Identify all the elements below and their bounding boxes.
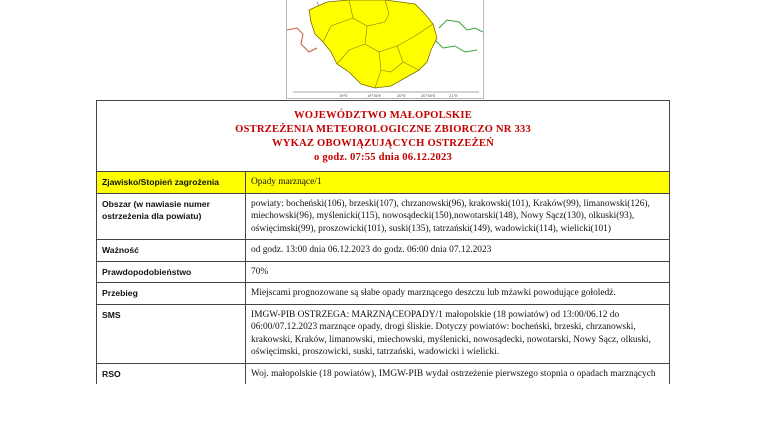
table-row	[97, 172, 669, 193]
table-row	[97, 261, 669, 283]
map-tick: 19°30'E	[367, 94, 382, 98]
row-value: Miejscami prognozowane są słabe opady marznącego deszczu lub mżawki powodujące gołoledź.	[246, 283, 670, 305]
map-tick: 19°E	[339, 94, 348, 98]
table-row	[97, 304, 669, 363]
map-tick: 20°E	[397, 94, 406, 98]
row-label: Prawdopodobieństwo	[97, 261, 246, 283]
table-row	[97, 283, 669, 305]
warning-table	[97, 172, 669, 384]
row-label: Zjawisko/Stopień zagrożenia	[97, 172, 246, 193]
document-header	[97, 101, 669, 172]
row-value: Woj. małopolskie (18 powiatów), IMGW-PIB wydał ostrzeżenie pierwszego stopnia o opadach marznących	[246, 363, 670, 384]
warnings-title: OSTRZEŻENIA METEOROLOGICZNE ZBIORCZO NR 333	[235, 124, 531, 135]
map-tick: 20°30'E	[421, 94, 436, 98]
region-title: WOJEWÓDZTWO MAŁOPOLSKIE	[294, 110, 472, 121]
row-label: Ważność	[97, 240, 246, 262]
warning-document	[96, 100, 670, 384]
warning-map	[286, 0, 484, 99]
row-value: powiaty: bocheński(106), brzeski(107), chrzanowski(96), krakowski(101), Kraków(99), limanowski(126), miechowski(96), myślenicki(115), nowosądecki(150),nowotarski(148), Nowy Sącz(130), olkuski(93), oświęcimski(99), proszowicki(101), suski(135), tatrzański(149), wadowicki(114), wielicki(101)	[246, 193, 670, 240]
map-tick: 21°E	[449, 94, 458, 98]
row-label: SMS	[97, 304, 246, 363]
table-row	[97, 193, 669, 240]
issue-time: o godz. 07:55 dnia 06.12.2023	[314, 152, 452, 163]
row-value: Opady marznące/1	[246, 172, 670, 193]
table-row	[97, 363, 669, 384]
row-label: RSO	[97, 363, 246, 384]
row-label: Obszar (w nawiasie numer ostrzeżenia dla powiatu)	[97, 193, 246, 240]
row-label: Przebieg	[97, 283, 246, 305]
row-value: 70%	[246, 261, 670, 283]
list-title: WYKAZ OBOWIĄZUJĄCYCH OSTRZEŻEŃ	[271, 138, 495, 149]
table-row	[97, 240, 669, 262]
row-value: od godz. 13:00 dnia 06.12.2023 do godz. 06:00 dnia 07.12.2023	[246, 240, 670, 262]
row-value: IMGW-PIB OSTRZEGA: MARZNĄCEOPADY/1 małopolskie (18 powiatów) od 13:00/06.12 do 06:00/07.12.2023 marznące opady, drogi śliskie. Dotyczy powiatów: bocheński, brzeski, chrzanowski, krakowski, Kraków, limanowski, miechowski, myślenicki, nowosądecki, nowotarski, Nowy Sącz, olkuski, oświęcimski, proszowicki, suski, tatrzański, wadowicki i wielicki.	[246, 304, 670, 363]
